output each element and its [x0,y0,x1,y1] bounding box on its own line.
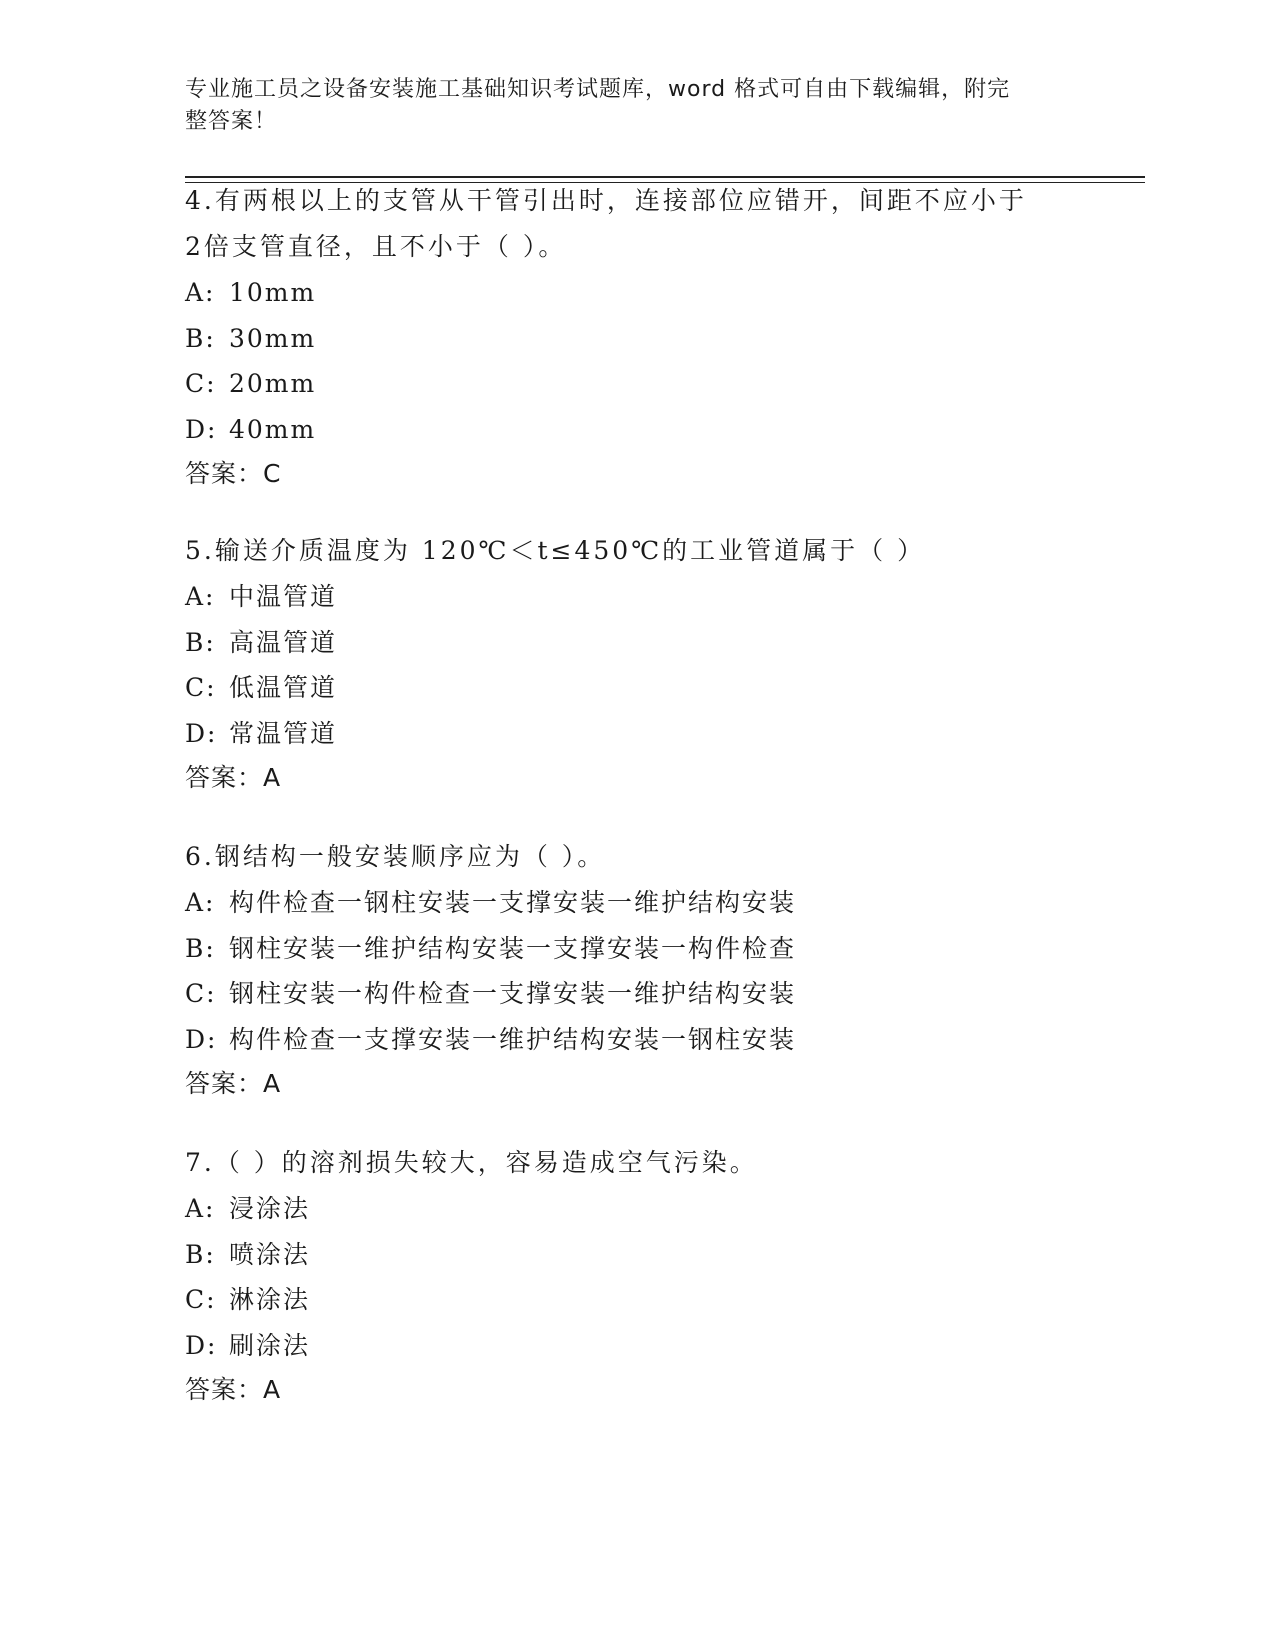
question-6 [185,834,1085,1106]
option-text: 钢柱安装一维护结构安装一支撑安装一构件检查 [229,933,797,963]
answer: 答案：A [185,763,282,792]
option-letter: A: [185,582,216,611]
question-7 [185,1140,1085,1412]
option-text: 20mm [229,369,317,398]
option-letter: C: [185,673,217,702]
option-d [185,407,1085,453]
option-d [185,1323,1085,1369]
option-c [185,971,1085,1017]
question-stem-line-1: 4.有两根以上的支管从干管引出时，连接部位应错开，间距不应小于 [185,186,1027,215]
option-text: 30mm [229,323,317,353]
option-letter: B: [185,627,216,657]
option-text: 中温管道 [229,582,338,611]
option-text: 构件检查一钢柱安装一支撑安装一维护结构安装 [229,888,797,917]
option-text: 钢柱安装一构件检查一支撑安装一维护结构安装 [229,979,797,1008]
answer: 答案：A [185,1375,282,1404]
option-letter: D: [185,1024,218,1054]
question-stem-line-2: 2倍支管直径，且不小于（ ）。 [185,232,567,261]
option-b [185,926,1085,972]
question-4 [185,178,1085,496]
option-b [185,316,1085,362]
option-b [185,1232,1085,1278]
option-text: 10mm [229,278,317,307]
document-header [185,74,1065,138]
option-letter: B: [185,933,216,963]
header-line-2: 整答案！ [185,109,278,134]
question-stem-line-1: 7.（ ）的溶剂损失较大，容易造成空气污染。 [185,1148,758,1177]
option-a [185,880,1085,926]
option-letter: D: [185,718,218,748]
question-stem-line-1: 6.钢结构一般安装顺序应为（ ）。 [185,842,606,871]
option-letter: D: [185,414,218,444]
question-5 [185,528,1085,800]
answer: 答案：C [185,459,282,488]
question-stem-line-1: 5.输送介质温度为 120℃＜t≤450℃的工业管道属于（ ） [185,536,926,565]
option-text: 淋涂法 [229,1285,311,1314]
option-text: 构件检查一支撑安装一维护结构安装一钢柱安装 [229,1024,797,1054]
option-text: 喷涂法 [229,1239,311,1269]
header-line-1: 专业施工员之设备安装施工基础知识考试题库，word 格式可自由下载编辑，附完 [185,77,1011,102]
option-b [185,620,1085,666]
option-letter: B: [185,1239,216,1269]
option-text: 刷涂法 [229,1330,311,1360]
option-text: 浸涂法 [229,1194,311,1223]
answer: 答案：A [185,1069,282,1098]
option-letter: C: [185,979,217,1008]
option-letter: B: [185,323,216,353]
option-letter: C: [185,369,217,398]
option-d [185,711,1085,757]
option-letter: D: [185,1330,218,1360]
option-d [185,1017,1085,1063]
option-c [185,665,1085,711]
option-text: 40mm [229,414,317,444]
option-a [185,574,1085,620]
option-a [185,270,1085,316]
option-c [185,1277,1085,1323]
option-text: 低温管道 [229,673,338,702]
option-letter: A: [185,278,216,307]
option-text: 高温管道 [229,627,338,657]
option-c [185,361,1085,407]
option-a [185,1186,1085,1232]
option-letter: A: [185,888,216,917]
option-letter: C: [185,1285,217,1314]
option-letter: A: [185,1194,216,1223]
option-text: 常温管道 [229,718,338,748]
